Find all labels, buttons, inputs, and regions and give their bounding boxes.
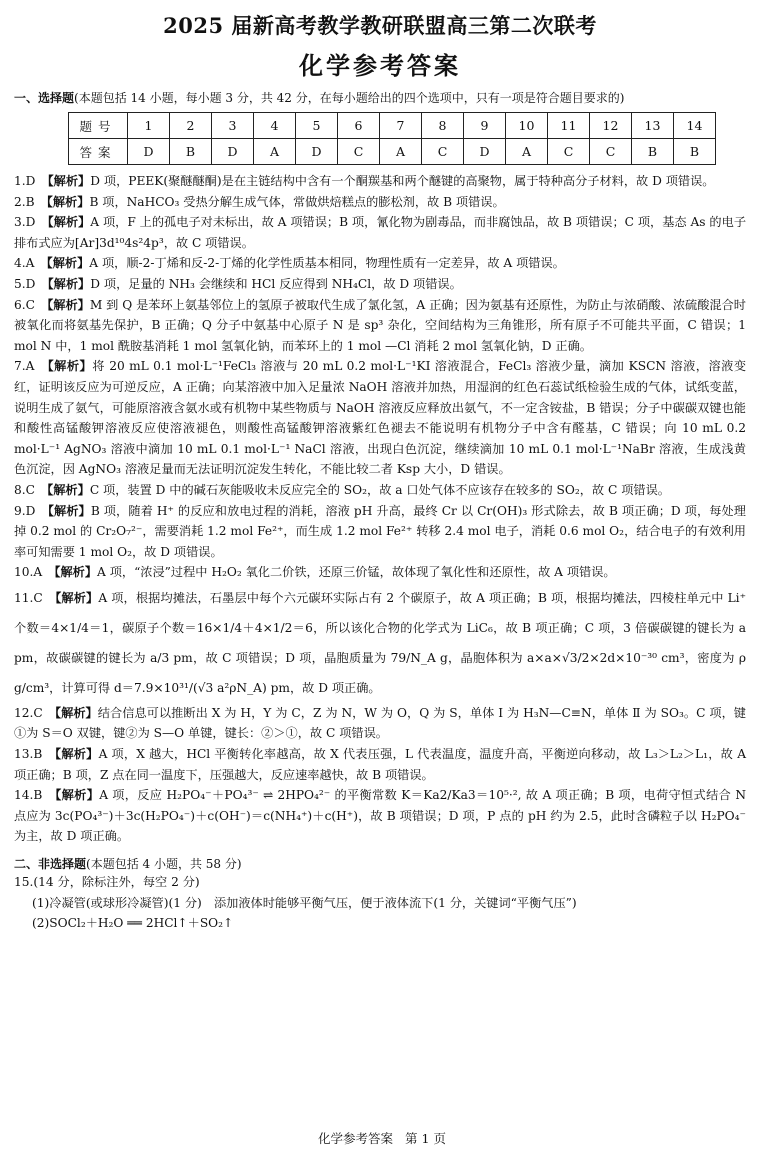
explanation-text: M 到 Q 是苯环上氨基邻位上的氢原子被取代生成了氯化氢，A 正确；因为氨基有还原性，为防止与浓硝酸、浓硫酸混合时被氧化而将氨基先保护，B 正确；Q 分子中氨基中心原子 N 是 sp³ 杂化，空间结构为三角锥形，所有原子不可能共平面，C 错误；1 mol N 中，1 mol 酰胺基消耗 1 mol 氢氧化钠，而苯环上的 1 mol —Cl 消耗 2 mol 氢氧化钠，D 正确。 [14,297,746,353]
question-explanation [14,480,746,501]
answer-table [68,112,716,165]
question-number-cell: 7 [380,113,422,139]
question-explanation [14,583,746,703]
explanation-text: 将 20 mL 0.1 mol·L⁻¹FeCl₃ 溶液与 20 mL 0.2 mol·L⁻¹KI 溶液混合，FeCl₃ 溶液少量，滴加 KSCN 溶液，溶液变红，证明该反应为可逆反应，A 正确；向某溶液中加入足量浓 NaOH 溶液并加热，用湿润的红色石蕊试纸检验生成的气体，试纸变蓝，说明生成了氨气，可能原溶液含氨水或有机物中某些物质与 NaOH 溶液反应释放出氨气，不一定含铵盐，B 错误；分子中碳碳双键也能和酸性高锰酸钾溶液反应使溶液褪色，则酸性高锰酸钾溶液紫红色褪去不能说明有机物分子中含有醛基，C 错误；向 10 mL 0.2 mol·L⁻¹ AgNO₃ 溶液中滴加 10 mL 0.1 mol·L⁻¹ NaCl 溶液，出现白色沉淀，继续滴加 10 mL 0.1 mol·L⁻¹NaBr 溶液，生成浅黄色沉淀，因 AgNO₃ 溶液足量而无法证明沉淀发生转化，不能比较二者 Ksp 大小，D 错误。 [14,359,747,477]
explanation-text: C 项，装置 D 中的碱石灰能吸收未反应完全的 SO₂，故 a 口处气体不应该存在较多的 SO₂，故 C 项错误。 [89,482,670,497]
section-choice-note: (本题包括 14 小题，每小题 3 分，共 42 分，在每小题给出的四个选项中，只有一项是符合题目要求的) [74,91,625,105]
question-explanation [14,274,746,295]
question-number-cell: 12 [590,113,632,139]
analysis-tag: 【解析】 [55,590,99,605]
section-choice-heading [14,89,746,106]
question-number-cell: 1 [128,113,170,139]
explanation-text: A 项，F 上的孤电子对未标出，故 A 项错误；B 项，氰化物为剧毒品，而非腐蚀品，故 B 项错误；C 项，基态 As 的电子排布式应为[Ar]3d¹⁰4s²4p³，故 C 项错误。 [14,215,747,250]
question-number-cell: 14 [674,113,716,139]
section-nonchoice-note: (本题包括 4 小题，共 58 分) [86,857,242,872]
explanation-text: A 项，X 越大，HCl 平衡转化率越高，故 X 代表压强，L 代表温度，温度升高，平衡逆向移动，故 L₃＞L₂＞L₁，故 A 项正确；B 项，Z 点在同一温度下，压强越大，反应速率越快，故 B 项错误。 [14,747,746,782]
analysis-tag: 【解析】 [47,174,91,188]
explanation-text: 结合信息可以推断出 X 为 H，Y 为 C，Z 为 N，W 为 O，Q 为 S，单体 Ⅰ 为 H₃N—C≡N，单体 Ⅱ 为 SO₃。C 项，键①为 S＝O 双键，键②为 S—O 单键，键长：②＞①，故 C 项错误。 [14,705,746,741]
question-answer: 4.A [14,256,35,271]
question-answer: 1.D [14,174,36,188]
question-number-cell: 6 [338,113,380,139]
explanation-text: A 项，顺-2-丁烯和反-2-丁烯的化学性质基本相同，物理性质有一定差异，故 A 项错误。 [89,256,565,271]
question-number-cell: 5 [296,113,338,139]
question-number-cell: 2 [170,113,212,139]
explanation-text: D 项，足量的 NH₃ 会继续和 HCl 反应得到 NH₄Cl，故 D 项错误。 [90,276,462,291]
question-explanation [14,212,746,253]
question-answer: 9.D [14,503,36,518]
answer-table-row-answers [69,139,716,165]
question-answer: 7.A [14,359,35,374]
question-answer: 12.C [14,705,43,720]
analysis-tag: 【解析】 [54,565,98,580]
analysis-tag: 【解析】 [47,503,91,518]
analysis-tag: 【解析】 [46,256,90,271]
question-explanation [14,253,746,274]
analysis-tag: 【解析】 [47,482,90,497]
question-explanation [14,295,746,357]
question-answer: 6.C [14,297,35,312]
question-answer: 2.B [14,194,35,209]
question-answer: 14.B [14,788,43,803]
question-number-cell: 13 [632,113,674,139]
answer-cell: B [632,139,674,165]
answer-table-row-label: 题号 [69,113,128,139]
analysis-tag: 【解析】 [47,297,90,312]
answer-cell: D [296,139,338,165]
question-explanation [14,562,746,583]
question-explanation [14,744,746,785]
answer-table-row-label: 答案 [69,139,128,165]
answer-cell: C [548,139,590,165]
analysis-tag: 【解析】 [47,276,91,291]
question-number-cell: 8 [422,113,464,139]
question-answer: 10.A [14,565,43,580]
section-nonchoice-title: 二、非选择题 [14,857,87,872]
analysis-tag: 【解析】 [55,747,99,762]
answer-key-title: 化学参考答案 [299,52,461,80]
question-15-part-1: (1)冷凝管(或球形冷凝管)(1 分) 添加液体时能够平衡气压，便于液体流下(1 分，关键词“平衡气压”) [32,895,577,910]
analysis-tag: 【解析】 [55,788,100,803]
answer-cell: A [254,139,296,165]
explanation-text: A 项，反应 H₂PO₄⁻＋PO₄³⁻ ⇌ 2HPO₄²⁻ 的平衡常数 K＝Ka2/Ka3＝10⁵·², 故 A 项正确；B 项，电荷守恒式结合 N 点应为 3c(PO₄³⁻)＋3c(H₂PO₄⁻)＋c(OH⁻)＝c(NH₄⁺)＋c(H⁺)，故 B 项错误；D 项，P 点的 pH 约为 2.5，此时含磷粒子以 H₂PO₄⁻ 为主，故 D 项正确。 [14,788,746,844]
answer-cell: B [170,139,212,165]
question-15-head: 15.(14 分，除标注外，每空 2 分) [14,875,200,890]
section-choice-title: 一、选择题 [14,91,75,105]
answer-cell: C [422,139,464,165]
explanation-text: D 项，PEEK(聚醚醚酮)是在主链结构中含有一个酮羰基和两个醚键的高聚物，属于特种高分子材料，故 D 项错误。 [90,174,715,188]
question-number-cell: 10 [506,113,548,139]
answer-cell: D [212,139,254,165]
question-15-part-2: (2)SOCl₂＋H₂O ══ 2HCl↑＋SO₂↑ [32,916,234,931]
answer-table-row-numbers [69,113,716,139]
answer-cell: D [464,139,506,165]
question-number-cell: 3 [212,113,254,139]
question-number-cell: 4 [254,113,296,139]
section-nonchoice-heading [14,855,746,872]
question-answer: 5.D [14,276,36,291]
analysis-tag: 【解析】 [47,359,93,374]
answer-cell: A [506,139,548,165]
question-number-cell: 9 [464,113,506,139]
question-explanation [14,171,746,192]
explanation-text: A 项，“浓浸”过程中 H₂O₂ 氧化二价铁，还原三价锰，故体现了氧化性和还原性，故 A 项错误。 [97,565,616,580]
question-explanation [14,703,746,744]
page-number: 第 1 页 [405,1131,446,1146]
answer-cell: D [128,139,170,165]
explanation-text: A 项，根据均摊法，石墨层中每个六元碳环实际占有 2 个碳原子，故 A 项正确；B 项，根据均摊法，四棱柱单元中 Li⁺ 个数＝4×1/4＝1，碳原子个数＝16×1/4＋4×1/2＝6，所以该化合物的化学式为 LiC₆，故 B 项正确；C 项，3 倍碳碳键的键长为 a pm，故碳碳键的键长为 a/3 pm，故 C 项错误；D 项，晶胞质量为 79/N_A g，晶胞体积为 a×a×√3/2×2d×10⁻³⁰ cm³，密度为 ρ g/cm³，计算可得 d＝7.9×10³¹/(√3 a²ρN_A) pm，故 D 项正确。 [14,590,747,695]
question-answer: 13.B [14,747,43,762]
question-answer: 3.D [14,215,36,230]
analysis-tag: 【解析】 [54,705,98,720]
page-footer [0,1129,764,1147]
question-explanation [14,192,746,213]
question-explanation [14,785,746,847]
answer-cell: A [380,139,422,165]
question-answer: 8.C [14,482,35,497]
answer-cell: B [674,139,716,165]
answer-cell: C [590,139,632,165]
analysis-tag: 【解析】 [46,194,90,209]
question-explanation [14,501,746,563]
question-number-cell: 11 [548,113,590,139]
footer-label: 化学参考答案 [318,1131,394,1146]
analysis-tag: 【解析】 [47,215,91,230]
explanation-text: B 项，NaHCO₃ 受热分解生成气体，常做烘焙糕点的膨松剂，故 B 项错误。 [89,194,505,209]
question-explanation [14,356,746,480]
answer-cell: C [338,139,380,165]
question-answer: 11.C [14,590,43,605]
explanation-text: B 项，随着 H⁺ 的反应和放电过程的消耗，溶液 pH 升高，最终 Cr 以 Cr(OH)₃ 形式除去，故 B 项正确；D 项，每处理掉 0.2 mol 的 Cr₂O₇²⁻，需要消耗 1.2 mol Fe²⁺，而生成 1.2 mol Fe²⁺ 转移 2.4 mol 电子，消耗 0.6 mol O₂，结合电子的有效利用率可知需要 1 mol O₂，故 D 项错误。 [14,503,746,559]
exam-title: 2025 届新高考教学教研联盟高三第二次联考 [163,13,597,38]
